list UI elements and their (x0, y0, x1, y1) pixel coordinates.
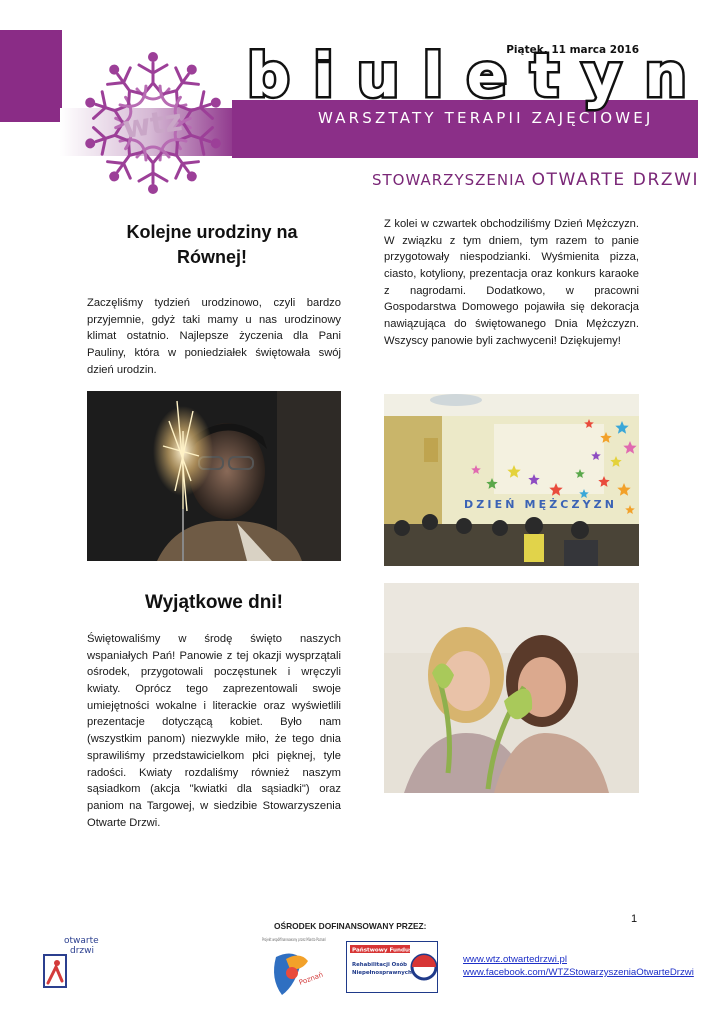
pfron-logo (346, 941, 438, 993)
wreath-figure (137, 52, 169, 99)
svg-text:Poznań: Poznań (297, 970, 325, 987)
svg-text:biuletyn: biuletyn (247, 41, 687, 111)
svg-text:drzwi: drzwi (70, 946, 94, 956)
otwarte-drzwi-logo (40, 931, 102, 991)
footer-links (463, 954, 694, 980)
svg-text:Państwowy Fundusz: Państwowy Fundusz (352, 947, 416, 954)
funded-by-label: OŚRODEK DOFINANSOWANY PRZEZ: (274, 921, 427, 931)
purple-band-left (0, 30, 62, 122)
issue-date: Piątek, 11 marca 2016 (506, 44, 639, 56)
svg-text:Projekt współfinansowany przez: Projekt współfinansowany przez Miasto Poznań (262, 937, 327, 942)
wreath-figure (154, 133, 208, 190)
newsletter-title (247, 40, 697, 110)
wtz-logo-text: wtz (120, 103, 185, 147)
womens-day-tulips-photo (384, 583, 639, 793)
article-text-womens-day: Świętowaliśmy w środę święto naszych wspaniałych Pań! Panowie z tej okazji wysprzątali ośrodek, przygotowali poczęstunek i wręczyli kwiaty. Oprócz tego zaprezentowali swoje umiejętności wokalne i literackie oraz wyświetlili prezentacje dotyczącą kobiet. Było nam (wszystkim panom) niezwykle miło, że tego dnia sprawiliśmy przedstawicielkom płci pięknej, tyle radości. Kwiaty rozdaliśmy również naszym sąsiadkom (akcja "kwiatki dla sąsiadki") oraz paniom na Targowej, w siedzibie Stowarzyszenia Otwarte Drzwi. (87, 633, 341, 829)
page-number: 1 (631, 913, 638, 925)
svg-text:Niepełnosprawnych: Niepełnosprawnych (352, 970, 412, 976)
wall-banner-text: DZIEŃ MĘŻCZYZN (464, 498, 614, 511)
wreath-figure (98, 56, 152, 113)
city-of-poznan-logo (262, 935, 328, 1001)
organization-prefix: STOWARZYSZENIA (372, 171, 532, 189)
organization-title: OTWARTE DRZWI (531, 170, 700, 190)
article-heading-birthday: Kolejne urodziny na Równej! (126, 222, 298, 268)
article-text-mens-day: Z kolei w czwartek obchodziliśmy Dzień Mężczyzn. W związku z tym dniem, tym razem to panie przygotowały niespodzianki. Wyśmienita pizza, ciasto, kotyliony, prezentacja oraz konkurs karaoke z nagrodami. Dodatkowo, w pracowni Gospodarstwa Domowego pojawiła się dekoracja nawiązująca do świętowanego Dnia Mężczyzn. Wszyscy panowie byli zachwyceni! Dziękujemy! (384, 218, 639, 347)
article-heading-womens-day: Wyjątkowe dni! (145, 592, 283, 613)
wreath-figure (137, 147, 169, 194)
svg-text:otwarte: otwarte (64, 936, 99, 946)
masthead (0, 0, 725, 205)
article-text-birthday: Zaczęliśmy tydzień urodzinowo, czyli bardzo przyjemnie, gdyż taki mamy u nas urodzinowy klimat ostatnio. Najlepsze życzenia dla Pani Pauliny, która w poniedziałek świętowała swój dzień urodzin. (87, 297, 341, 376)
website-link[interactable]: www.wtz.otwartedrzwi.pl (463, 954, 567, 965)
facebook-link[interactable]: www.facebook.com/WTZStowarzyszeniaOtwarteDrzwi (463, 966, 694, 978)
svg-text:Rehabilitacji Osób: Rehabilitacji Osób (352, 962, 408, 968)
wtz-logo (68, 38, 238, 208)
birthday-sparkler-photo (87, 391, 341, 561)
wreath-figure (154, 56, 208, 113)
organization-name (372, 170, 699, 190)
newsletter-subtitle: WARSZTATY TERAPII ZAJĘCIOWEJ (318, 109, 654, 127)
mens-day-party-photo (384, 394, 639, 566)
